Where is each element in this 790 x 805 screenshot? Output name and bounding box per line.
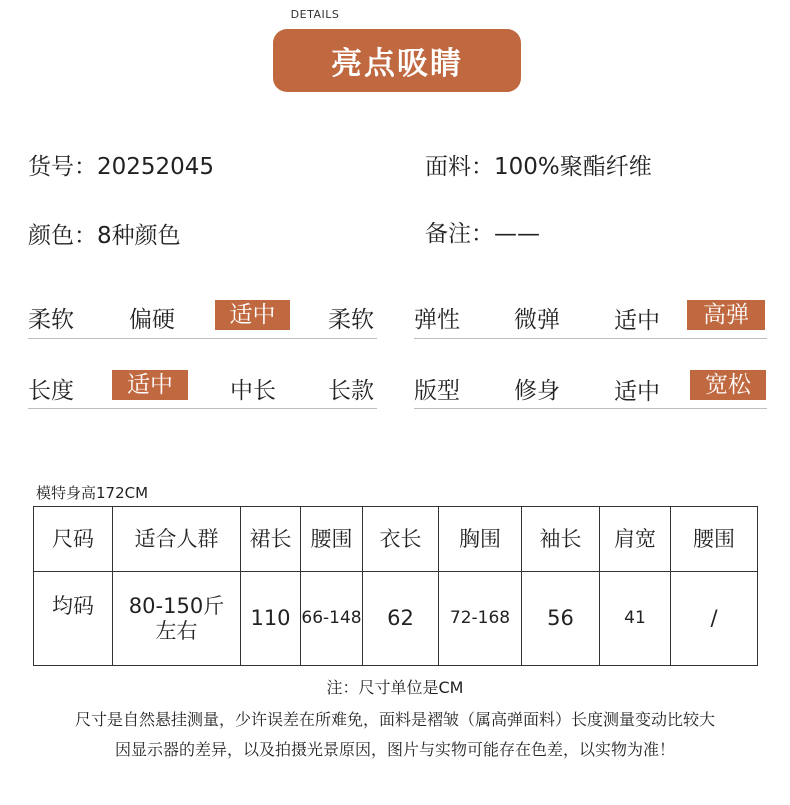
header-cell: 尺码 xyxy=(34,507,113,572)
divider xyxy=(28,408,377,409)
unit-note: 注：尺寸单位是CM xyxy=(326,678,464,697)
length-option-midlength: 中长 xyxy=(230,378,276,404)
fit-label: 版型 xyxy=(414,378,460,404)
table-cell: 56 xyxy=(522,572,600,666)
table-cell: 41 xyxy=(600,572,671,666)
elasticity-option-medium: 适中 xyxy=(614,308,660,334)
length-option-medium-selected: 适中 xyxy=(112,370,188,400)
header-cell: 胸围 xyxy=(439,507,522,572)
divider xyxy=(28,338,377,339)
softness-option-medium-selected: 适中 xyxy=(215,300,290,330)
header-cell: 肩宽 xyxy=(600,507,671,572)
table-cell: 72-168 xyxy=(439,572,522,666)
model-height-caption: 模特身高172CM xyxy=(36,484,149,502)
fit-option-loose-selected: 宽松 xyxy=(690,370,766,400)
elasticity-option-slight: 微弹 xyxy=(514,307,560,333)
disclaimer-line-2: 因显示器的差异，以及拍摄光景原因，图片与实物可能存在色差，以实物为准！ xyxy=(114,740,675,759)
header-cell: 衣长 xyxy=(363,507,439,572)
softness-option-hard: 偏硬 xyxy=(129,307,175,333)
header-cell: 袖长 xyxy=(522,507,600,572)
softness-option-soft: 柔软 xyxy=(328,307,374,333)
table-cell: 80-150斤 左右 xyxy=(113,572,241,666)
table-header-row xyxy=(34,507,758,572)
remark-info: 备注：—— xyxy=(425,221,540,247)
length-option-long: 长款 xyxy=(328,378,374,404)
table-cell: 110 xyxy=(241,572,301,666)
table-cell: 66-148 xyxy=(301,572,363,666)
header-cell: 适合人群 xyxy=(113,507,241,572)
fit-option-slim: 修身 xyxy=(514,378,560,404)
table-cell: 均码 xyxy=(34,572,113,666)
item-number: 货号：20252045 xyxy=(28,154,215,180)
elasticity-label: 弹性 xyxy=(414,307,460,333)
size-table xyxy=(33,506,758,666)
table-cell: 62 xyxy=(363,572,439,666)
fit-option-medium: 适中 xyxy=(614,379,660,405)
header-cell: 腰围 xyxy=(301,507,363,572)
divider xyxy=(414,408,767,409)
details-label: DETAILS xyxy=(290,8,340,21)
divider xyxy=(414,338,767,339)
elasticity-option-high-selected: 高弹 xyxy=(687,300,765,330)
disclaimer-line-1: 尺寸是自然悬挂测量，少许误差在所难免，面料是褶皱（属高弹面料）长度测量变动比较大 xyxy=(74,710,715,729)
color-info: 颜色：8种颜色 xyxy=(28,223,181,249)
table-row xyxy=(34,572,758,666)
header-cell: 腰围 xyxy=(671,507,758,572)
table-cell: / xyxy=(671,572,758,666)
header-cell: 裙长 xyxy=(241,507,301,572)
softness-label: 柔软 xyxy=(28,307,74,333)
length-label: 长度 xyxy=(28,378,74,404)
banner-title: 亮点吸睛 xyxy=(273,29,521,92)
fabric-info: 面料：100%聚酯纤维 xyxy=(425,154,652,180)
